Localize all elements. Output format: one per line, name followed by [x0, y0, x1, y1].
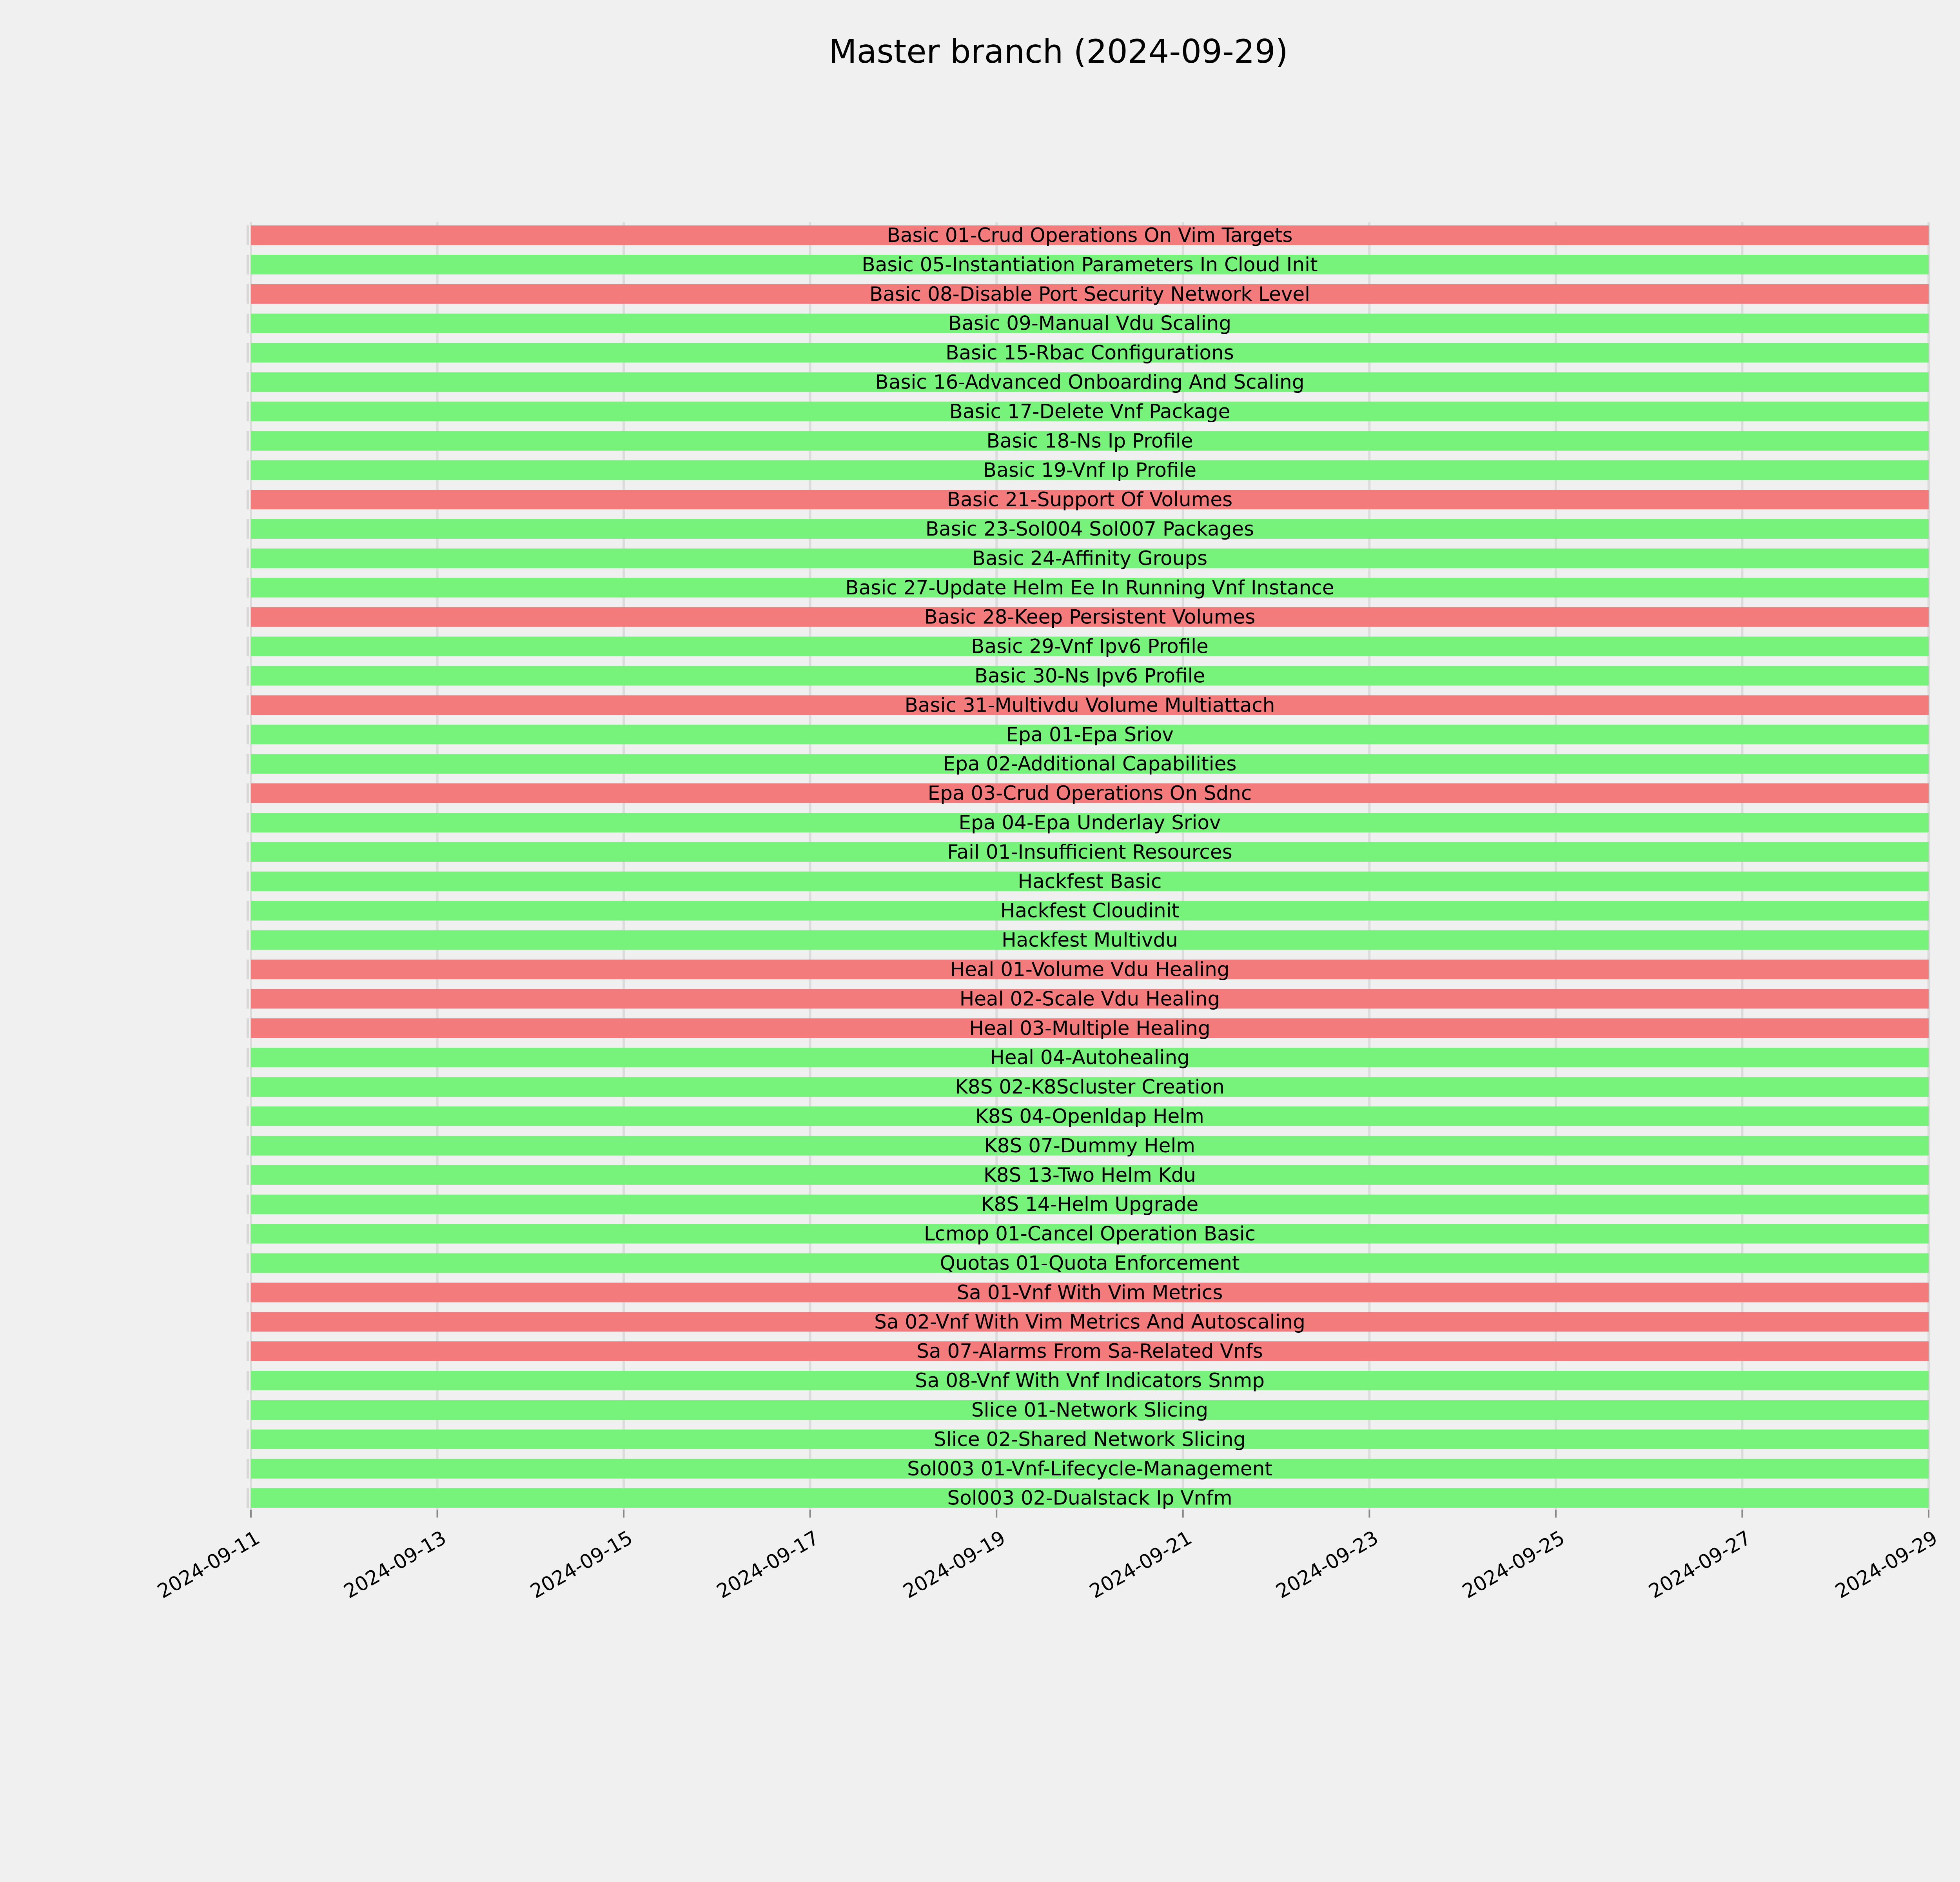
bar-label: Basic 21-Support Of Volumes	[947, 488, 1233, 511]
bar-label: K8S 04-Openldap Helm	[975, 1105, 1204, 1128]
bar-label: Basic 30-Ns Ipv6 Profile	[974, 664, 1205, 687]
bar-label: K8S 02-K8Scluster Creation	[955, 1075, 1225, 1099]
x-tick-label: 2024-09-25	[1458, 1526, 1569, 1603]
bar-label: Basic 31-Multivdu Volume Multiattach	[904, 694, 1275, 717]
bar-label: Fail 01-Insufficient Resources	[947, 840, 1232, 863]
x-tick-label: 2024-09-19	[899, 1526, 1009, 1603]
bar-label: Lcmop 01-Cancel Operation Basic	[924, 1222, 1256, 1245]
bar-label: Hackfest Basic	[1018, 870, 1162, 893]
bar-label: Sa 02-Vnf With Vim Metrics And Autoscaling	[874, 1310, 1305, 1333]
bar-label: Sol003 02-Dualstack Ip Vnfm	[947, 1486, 1232, 1510]
bar-label: Quotas 01-Quota Enforcement	[940, 1252, 1240, 1275]
bar-label: Heal 04-Autohealing	[990, 1046, 1190, 1069]
x-tick-label: 2024-09-15	[526, 1526, 637, 1603]
bar-label: Slice 01-Network Slicing	[971, 1399, 1209, 1421]
bar-label: Hackfest Multivdu	[1002, 928, 1178, 952]
bar-label: Heal 01-Volume Vdu Healing	[950, 958, 1230, 981]
x-tick-label: 2024-09-11	[153, 1526, 264, 1603]
bar-label: Basic 29-Vnf Ipv6 Profile	[971, 635, 1209, 658]
bar-label: Basic 09-Manual Vdu Scaling	[948, 312, 1232, 335]
bar-label: Sol003 01-Vnf-Lifecycle-Management	[907, 1457, 1272, 1480]
bar-label: Basic 16-Advanced Onboarding And Scaling	[875, 371, 1305, 394]
x-tick-label: 2024-09-17	[713, 1526, 823, 1603]
bar-label: Basic 24-Affinity Groups	[972, 547, 1208, 570]
bar-label: Slice 02-Shared Network Slicing	[933, 1428, 1246, 1451]
bar-label: Epa 03-Crud Operations On Sdnc	[927, 782, 1252, 805]
bar-label: Basic 15-Rbac Configurations	[946, 341, 1234, 364]
bar-label: K8S 14-Helm Upgrade	[981, 1193, 1199, 1216]
bar-label: Basic 05-Instantiation Parameters In Cloud Init	[862, 253, 1318, 276]
bar-label: Basic 23-Sol004 Sol007 Packages	[925, 518, 1254, 540]
x-tick-label: 2024-09-29	[1831, 1526, 1942, 1603]
bar-label: Sa 07-Alarms From Sa-Related Vnfs	[916, 1340, 1263, 1363]
bar-label: Basic 18-Ns Ip Profile	[986, 429, 1193, 452]
bar-label: K8S 13-Two Helm Kdu	[983, 1163, 1196, 1186]
bar-label: Basic 17-Delete Vnf Package	[949, 400, 1230, 423]
bars	[251, 224, 1929, 1510]
bar-label: Basic 19-Vnf Ip Profile	[983, 459, 1197, 482]
bar-label: Heal 03-Multiple Healing	[969, 1017, 1210, 1040]
bar-label: Heal 02-Scale Vdu Healing	[959, 987, 1220, 1010]
bar-label: Basic 01-Crud Operations On Vim Targets	[887, 224, 1293, 247]
bar-label: Sa 08-Vnf With Vnf Indicators Snmp	[915, 1369, 1265, 1392]
x-tick-label: 2024-09-13	[340, 1526, 450, 1603]
bar-label: Hackfest Cloudinit	[1000, 899, 1180, 922]
bar-label: K8S 07-Dummy Helm	[984, 1134, 1195, 1157]
bar-label: Epa 04-Epa Underlay Sriov	[958, 811, 1221, 834]
x-axis-ticks	[154, 1510, 1942, 1603]
bar-label: Basic 28-Keep Persistent Volumes	[924, 605, 1256, 629]
bar-label: Basic 27-Update Helm Ee In Running Vnf Instance	[845, 576, 1334, 599]
chart-title: Master branch (2024-09-29)	[829, 33, 1288, 71]
bar-label: Epa 01-Epa Sriov	[1006, 723, 1174, 746]
bar-label: Basic 08-Disable Port Security Network Level	[869, 282, 1310, 305]
bar-label: Sa 01-Vnf With Vim Metrics	[956, 1281, 1223, 1304]
x-tick-label: 2024-09-21	[1085, 1526, 1196, 1603]
x-tick-label: 2024-09-27	[1645, 1526, 1755, 1603]
bar-label: Epa 02-Additional Capabilities	[943, 752, 1237, 776]
x-tick-label: 2024-09-23	[1272, 1526, 1382, 1603]
